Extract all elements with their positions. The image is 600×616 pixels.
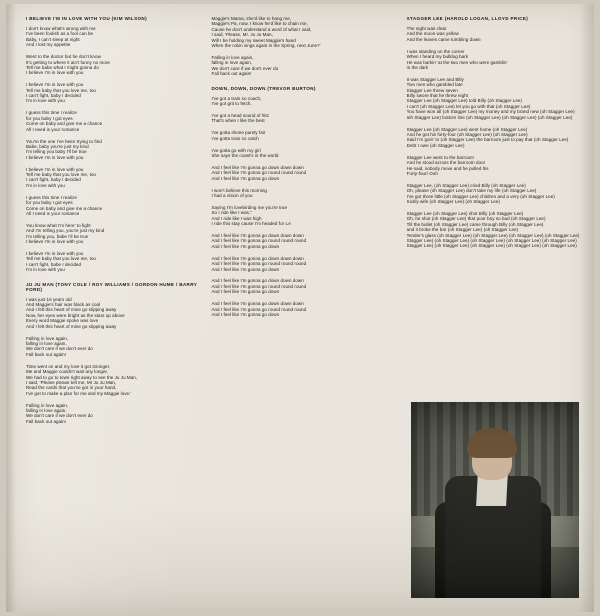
lyric-line: Debt I owe (oh Stagger Lee) (406, 142, 465, 148)
lyric-line: I can't fight, babe I decided (26, 261, 82, 267)
lyric-line: The night was clear (406, 26, 447, 31)
stanza (407, 26, 580, 42)
lyric-line: I've gotta shone purely fair (211, 130, 266, 136)
lyric-line: And Maggie's hair was black as coal (26, 302, 101, 308)
stanza (407, 49, 580, 71)
lyric-line: I believe I'm in love with you (26, 166, 84, 172)
song-block-continued (211, 16, 388, 77)
song-block (26, 282, 197, 425)
lyric-line: Went to the doctor but he don't know (26, 54, 101, 60)
lyric-line: When the robin sings again in the Spring, next June?' (211, 43, 321, 49)
lyric-line: I had a vision of you (211, 192, 253, 198)
lyric-line: Cause he don't understand a word of what I said, (211, 26, 312, 32)
lyric-line: Forty-four/ Ooh (406, 170, 438, 176)
lyric-line: I've got three little (oh Stagger Lee) children and a very (oh Stagger Lee) (406, 193, 555, 199)
lyric-line: I'm telling you baby I'll be true (26, 149, 87, 155)
lyric-line: And I lost my appetite (26, 42, 71, 48)
lyric-line: And I feel like I'm gonna go down (211, 243, 280, 249)
lyric-line: And I ride like I was high (211, 215, 262, 221)
lyric-line: He said, nobody move and he pulled his (406, 165, 489, 171)
lyric-line: We don't care if we don't ever do (26, 413, 93, 419)
lyric-line: I said, 'Please, Mr. Ju Ju Man, (211, 32, 273, 38)
stanza (26, 336, 197, 358)
lyric-line: I guess this time I realize (26, 110, 77, 116)
lyric-line: And I feel like I'm gonna go down down down (211, 301, 304, 307)
stanza (26, 195, 197, 217)
stanza (26, 167, 197, 189)
stanza (407, 155, 580, 177)
lyric-line: I'm telling you, babe I'll be true (26, 233, 89, 239)
photo-vignette (411, 402, 579, 598)
stanza (211, 96, 388, 107)
stanza (407, 183, 580, 205)
lyric-line: I can't (oh Stagger Lee) let you go with that (oh Stagger Lee) (406, 103, 531, 109)
lyric-line: And I feel like I'm gonna go down down down (211, 278, 304, 284)
lyric-line: I'm in love with you (26, 267, 65, 273)
lyric-line: Read the cards that you've got in your hand, (26, 385, 117, 391)
lyric-line: And I feel like I'm gonna go round round round (211, 170, 307, 176)
lyric-line: Falling in love again, (211, 54, 254, 60)
lyric-line: Stagger Lee went to the barroom (406, 154, 474, 160)
lyric-line: Maggie's Mama, she'd like to hang me, (211, 16, 292, 21)
lyric-line: Two men who gambled late (406, 82, 463, 88)
lyric-line: And I feel like I'm gonna go down (211, 266, 280, 272)
lyric-line: I've gotta train so catch (211, 135, 259, 141)
lyric-line: Will I be holding my sweet Maggie's hand (211, 37, 296, 43)
lyric-line: We had to go to town right away to see the Ju Ju Man, (26, 374, 138, 380)
lyric-line: Oh, he shot (oh Stagger Lee) that poor boy so bad (oh Stagger Lee) (406, 216, 546, 222)
lyric-line: You know what I'm here' to fight (26, 222, 91, 228)
lyric-line: Tell me babe what I might gonna do (26, 64, 99, 70)
song-block (26, 16, 197, 273)
stanza (211, 188, 388, 199)
lyric-line: I believe I'm in love with you (26, 239, 84, 245)
lyric-line: Oh, please (oh Stagger Lee) don't take my life (oh Stagger Lee) (406, 188, 537, 194)
lyric-line: Tell me baby that you love me, too (26, 172, 96, 178)
lyric-line: And I feel like I'm gonna go down down down (211, 164, 304, 170)
lyric-line: I'm in love with you (26, 98, 65, 104)
stanza (26, 364, 197, 396)
lyric-line: And the leaves came tumbling down (406, 36, 481, 42)
lyric-line: I ride this stay cause I'm headed for LA (211, 221, 292, 227)
lyric-line: I've got a train so coach, (211, 95, 262, 101)
lyric-line: And I feel like I'm gonna go down (211, 311, 280, 317)
lyric-column-3 (403, 16, 584, 602)
stanza (26, 82, 197, 104)
stanza (211, 278, 388, 294)
song-title: JU JU MAN (TONY COLE / ROY WILLIAMS / GORDON HUME / BARRY FORD) (26, 281, 198, 292)
lyric-line: When I heard my bulldog bark (406, 54, 469, 60)
stanza (211, 16, 388, 48)
lyric-line: I can't fight, baby I decided (26, 93, 81, 99)
lyric-sheet (6, 4, 594, 612)
lyric-line: We don't care if we don't ever do (26, 346, 93, 352)
lyric-line: in the dark (406, 64, 429, 70)
lyric-line: And I feel like I'm gonna go round round round (211, 238, 307, 244)
lyric-line: And I feel like I'm gonna go round round round (211, 283, 307, 289)
lyric-line: I was just 16 years old (26, 296, 72, 302)
stanza (407, 211, 580, 249)
lyric-line: I believe I'm in love with you (26, 70, 84, 76)
lyric-line: Tell me baby that you love me, too (26, 87, 96, 93)
lyric-line: You have won all (oh Stagger Lee) my money and my brand new (oh Stagger Lee) (406, 109, 575, 115)
lyric-line: Fall back out again! (26, 351, 67, 357)
stanza (211, 301, 388, 317)
stanza (211, 165, 388, 181)
lyric-line: I believe I'm in love with you (26, 82, 84, 88)
stanza (211, 256, 388, 272)
lyric-line: Fall back out again! (26, 418, 67, 424)
lyric-line: And I feel like I'm gonna go down (211, 289, 280, 295)
stanza (211, 233, 388, 249)
stanza (26, 26, 197, 48)
stanza (26, 139, 197, 161)
lyric-line: And the moon was yellow (406, 31, 459, 37)
lyric-line: And I feel like I'm gonna go down (211, 175, 280, 181)
lyric-line: And I felt this heart of mine go slipping away (26, 307, 117, 313)
lyric-line: Stagger Lee (oh Stagger Lee) shot Billy (oh Stagger Lee) (406, 210, 524, 216)
song-title: I BELIEVE I'M IN LOVE WITH YOU (KIM WILSON) (26, 16, 147, 21)
lyric-line: Fall back out again! (211, 71, 252, 77)
lyric-line: Billy swore that he threw eight (406, 93, 468, 99)
lyric-line: And I feel like I'm gonna go down down down (211, 255, 304, 261)
lyric-line: And I feel like I'm gonna go round round round (211, 306, 307, 312)
stanza (26, 251, 197, 273)
stanza (26, 223, 197, 245)
stanza (211, 148, 388, 159)
lyric-line: Tell me baby that you love me, too (26, 256, 96, 262)
stanza (407, 77, 580, 120)
lyric-line: Said I'm goin' to (oh Stagger Lee) the barroom just to pay that (oh Stagger Lee) (406, 137, 569, 143)
lyric-line: Maggie's Pa, now, I know he'd like to chain me, (211, 21, 308, 27)
lyric-line: I've gotta go with my girl (211, 147, 261, 153)
lyric-columns (6, 4, 594, 612)
lyric-line: falling in love again, (26, 340, 67, 346)
lyric-line: And he stood across the barroom door (406, 160, 486, 166)
lyric-line: I'm in love with you (26, 182, 65, 188)
stanza (407, 127, 580, 149)
lyric-line: Every word Maggie spoke was love (26, 318, 99, 324)
lyric-line: Stagger Lee) (oh Stagger Lee) (oh Stagger Lee) (oh Stagger Lee) (oh Stagger Lee) (406, 238, 577, 243)
lyric-line: I've got a head sound of hitz (211, 112, 270, 118)
lyric-line: for you baby I got eyes (26, 200, 73, 206)
stanza (26, 297, 197, 329)
lyric-line: for you baby I got eyes (26, 115, 73, 121)
lyric-line: Ieh Stagger Lee) bottom line (oh Stagger Lee) (oh Stagger Lee) (oh Stagger Lee) (406, 114, 573, 120)
lyric-line: I believe I'm in love with you (26, 251, 84, 256)
song-title: STAGGER LEE (HAROLD LOGAN, LLOYD PRICE) (406, 16, 529, 21)
lyric-line: You're the one I've been trying to find (26, 138, 102, 144)
lyric-line: Falling in love again, (26, 402, 69, 408)
lyric-line: I don't know what's wrong with me (26, 26, 96, 31)
song-block (407, 16, 580, 249)
lyric-line: Stagger Lee, (oh Stagger Lee) cried Billy (oh Stagger Lee) (406, 182, 526, 188)
lyric-line: I said, 'Please please tell me, Mr Ju Ju Man, (26, 379, 117, 385)
lyric-line: He was barkin' at the two men who were gamblin' (406, 59, 508, 65)
lyric-line: Come on baby and give me a chance (26, 205, 103, 211)
stanza (211, 205, 388, 227)
lyric-line: I've got to make a plan for me and my Maggie love.' (26, 390, 132, 396)
lyric-line: And I feel like I'm gonna go down down down (211, 232, 304, 238)
lyric-line: Baby, I can't sleep at night (26, 36, 80, 42)
lyric-line: Tender's glass (oh Stagger Lee) (oh Stagger Lee) (oh Stagger Lee) (oh Stagger Lee) (406, 232, 580, 238)
lyric-line: We don't care if we don't ever do (211, 65, 279, 71)
stanza (211, 55, 388, 77)
lyric-line: She says the coast's in the world (211, 152, 279, 158)
lyric-line: I can't fight, baby I decided (26, 177, 81, 183)
lyric-line: falling in love again, (26, 408, 67, 414)
lyric-line: Till the bullet (oh Stagger Lee) came through Billy (oh Stagger Lee) (406, 221, 544, 227)
lyric-line: That's when I like the best (211, 118, 265, 124)
lyric-line: All I need is your romance (26, 210, 80, 216)
lyric-column-2 (211, 16, 392, 602)
lyric-line: I won't believe this morning (211, 187, 267, 193)
stanza (211, 130, 388, 141)
stanza (211, 113, 388, 124)
lyric-line: I was standing on the corner (406, 48, 465, 54)
lyric-line: Come on baby and give me a chance (26, 121, 103, 127)
lyric-line: I believe I'm in love with you (26, 154, 84, 160)
artist-photo (411, 402, 579, 598)
lyric-line: Stagger Lee) (oh Stagger Lee) (oh Stagger Lee) (oh Stagger Lee) (oh Stagger Lee) (406, 243, 577, 249)
lyric-line: It's getting to where it ain't funny no more (26, 59, 110, 65)
lyric-line: Saying I'm lovebirding me you're true (211, 204, 288, 210)
lyric-line: Stagger Lee threw seven (406, 87, 458, 93)
lyric-column-1 (20, 16, 201, 602)
lyric-line: and it broke the bar (oh Stagger Lee) (oh Stagger Lee) (406, 227, 519, 233)
lyric-line: Babe, baby you're just my kind (26, 143, 89, 149)
lyric-line: falling in love again, (211, 60, 253, 66)
lyric-line: Stagger Lee (oh Stagger Lee) went home (oh Stagger Lee) (406, 126, 528, 132)
lyric-line: Time went on and my love it got stronger, (26, 363, 111, 369)
song-title: DOWN, DOWN, DOWN (TREVOR BURTON) (211, 85, 316, 91)
lyric-line: It was Stagger Lee and Billy (406, 76, 464, 82)
stanza (26, 54, 197, 76)
stanza (26, 110, 197, 132)
lyric-line: Falling in love again, (26, 335, 69, 341)
lyric-line: Now, her eyes were bright as the stars up above (26, 312, 125, 318)
lyric-line: And he got his forty-four (oh Stagger Lee) (oh Stagger Lee) (406, 132, 528, 137)
lyric-line: Me and Maggie couldn't wait any longer, (26, 369, 109, 375)
lyric-line: All I need is your romance (26, 126, 80, 132)
lyric-line: I've been foolish as a fool can be (26, 31, 94, 37)
lyric-line: Sickly wife (oh Stagger Lee) (oh Stagger Lee) (406, 199, 500, 205)
lyric-line: So I ride like I was," (211, 210, 252, 216)
stanza (26, 403, 197, 425)
song-block (211, 86, 388, 318)
lyric-line: And I'm telling you, you're just my kind (26, 228, 105, 234)
lyric-line: And I feel like I'm gonna go round round round (211, 261, 307, 267)
lyric-line: Stagger Lee (oh Stagger Lee) told Billy (oh Stagger Lee) (406, 98, 523, 104)
lyric-line: And I felt this heart of mine go slipping away (26, 323, 117, 329)
lyric-line: I guess this time I realize (26, 194, 77, 200)
lyric-line: I've got grit to fetch. (211, 100, 252, 106)
